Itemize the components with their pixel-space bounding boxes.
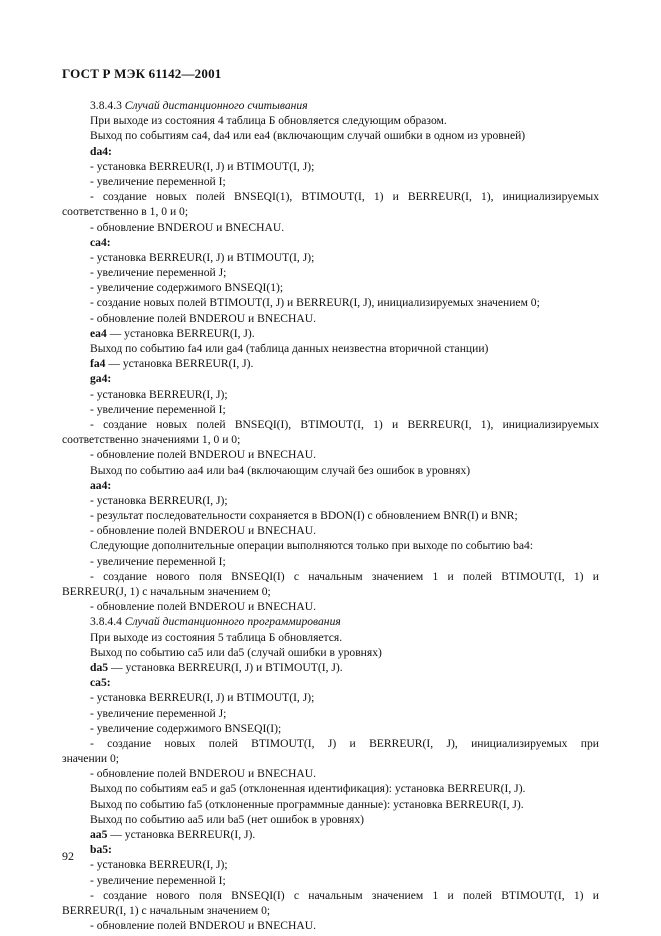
text-line: При выходе из состояния 5 таблица Б обновляется. <box>90 630 343 644</box>
text-line: соответственно значениями 1, 0 и 0; <box>62 433 241 447</box>
section-number: 3.8.4.4 <box>90 615 125 629</box>
text-line <box>62 660 599 675</box>
text-line: - увеличение содержимого BNSEQI(I); <box>90 721 282 735</box>
text-line: Выход по событию ca5 или da5 (случай ошибки в уровнях) <box>90 645 382 659</box>
document-header: ГОСТ Р МЭК 61142—2001 <box>62 66 222 81</box>
section-title: Случай дистанционного программирования <box>124 615 341 629</box>
text-line: - установка BERREUR(I, J) и BTIMOUT(I, J); <box>90 159 315 173</box>
text-line <box>62 98 599 113</box>
text-line <box>62 827 599 842</box>
event-action: — установка BERREUR(I, J). <box>106 326 255 340</box>
text-line: - обновление полей BNDEROU и BNECHAU. <box>90 311 317 325</box>
text-line: - установка BERREUR(I, J); <box>90 493 228 507</box>
text-line: - увеличение переменной I; <box>90 873 226 887</box>
text-line: Следующие дополнительные операции выполняются только при выходе по событию ba4: <box>90 539 534 553</box>
event-action: — установка BERREUR(I, J). <box>107 828 256 841</box>
text-line: Выход по событию aa5 или ba5 (нет ошибок в уровнях) <box>90 812 364 826</box>
text-line: Выход по событию aa4 или ba4 (включающим случай без ошибок в уровнях) <box>90 463 471 477</box>
event-label: ba5: <box>90 843 112 857</box>
text-line: Выход по событию fa5 (отклоненные программные данные): установка BERREUR(I, J). <box>90 797 524 811</box>
text-line: Выход по событию fa4 или ga4 (таблица данных неизвестна вторичной станции) <box>90 342 489 355</box>
event-action: — установка BERREUR(I, J) и BTIMOUT(I, J). <box>108 660 343 674</box>
text-line: - установка BERREUR(I, J); <box>90 858 228 872</box>
text-line: - обновление BNDEROU и BNECHAU. <box>90 220 285 234</box>
text-line: - обновление полей BNDEROU и BNECHAU. <box>90 448 317 462</box>
text-line: - увеличение переменной I; <box>90 554 226 568</box>
text-line: - создание новых полей BNSEQI(1), BTIMOUT(I, 1) и BERREUR(I, 1), инициализируемых <box>90 190 599 204</box>
text-line <box>62 326 599 341</box>
event-label: ca5: <box>90 676 111 690</box>
event-label: ga4: <box>90 372 112 386</box>
event-label: ca4: <box>90 235 111 249</box>
event-action: — установка BERREUR(I, J). <box>105 357 254 371</box>
text-line: значении 0; <box>62 752 119 766</box>
text-line: - увеличение переменной I; <box>90 174 226 188</box>
page-number: 92 <box>62 849 74 863</box>
text-line: - создание нового поля BNSEQI(I) с начальным значением 1 и полей BTIMOUT(I, 1) и <box>90 569 599 583</box>
text-line: - установка BERREUR(I, J) и BTIMOUT(I, J); <box>90 250 315 264</box>
text-line: - создание новых полей BTIMOUT(I, J) и BERREUR(I, J), инициализируемых значением 0; <box>90 296 540 310</box>
section-title: Случай дистанционного считывания <box>124 99 308 112</box>
text-line: - создание новых полей BNSEQI(I), BTIMOUT(I, 1) и BERREUR(I, 1), инициализируемых <box>90 417 599 431</box>
text-line: Выход по событиям ca4, da4 или ea4 (включающим случай ошибки в одном из уровней) <box>90 129 526 143</box>
text-line: - установка BERREUR(I, J); <box>90 387 228 401</box>
text-line: - создание нового поля BNSEQI(I) с начальным значением 1 и полей BTIMOUT(I, 1) и <box>90 888 599 902</box>
event-label: ea4 <box>90 326 107 340</box>
text-line: - увеличение переменной J; <box>90 706 227 720</box>
text-line: - обновление полей BNDEROU и BNECHAU. <box>90 600 317 614</box>
text-line: - обновление полей BNDEROU и BNECHAU. <box>90 919 317 933</box>
text-line: - создание новых полей BTIMOUT(I, J) и BERREUR(I, J), инициализируемых при <box>90 736 599 750</box>
section-number: 3.8.4.3 <box>90 99 125 112</box>
text-line: - результат последовательности сохраняется в BDON(I) с обновлением BNR(I) и BNR; <box>90 509 518 523</box>
event-label: aa4: <box>90 478 112 492</box>
text-line: При выходе из состояния 4 таблица Б обновляется следующим образом. <box>90 114 447 128</box>
text-line: - увеличение переменной J; <box>90 266 227 280</box>
text-line: - установка BERREUR(I, J) и BTIMOUT(I, J); <box>90 691 315 705</box>
text-line: Выход по событиям ea5 и ga5 (отклоненная идентификация): установка BERREUR(I, J). <box>90 782 526 796</box>
text-line: - обновление полей BNDEROU и BNECHAU. <box>90 767 317 781</box>
text-line <box>62 356 599 371</box>
text-line: - обновление полей BNDEROU и BNECHAU. <box>90 524 317 538</box>
text-line <box>62 614 599 629</box>
event-label: fa4 <box>90 357 106 371</box>
text-line: - увеличение содержимого BNSEQI(1); <box>90 281 284 295</box>
event-label: aa5 <box>90 828 108 841</box>
text-line: соответственно в 1, 0 и 0; <box>62 205 189 219</box>
document-body <box>62 98 599 933</box>
text-line: - увеличение переменной I; <box>90 402 226 416</box>
text-line: BERREUR(I, 1) с начальным значением 0; <box>62 903 271 917</box>
event-label: da4: <box>90 144 112 158</box>
event-label: da5 <box>90 660 109 674</box>
text-line: BERREUR(J, 1) с начальным значением 0; <box>62 585 271 598</box>
